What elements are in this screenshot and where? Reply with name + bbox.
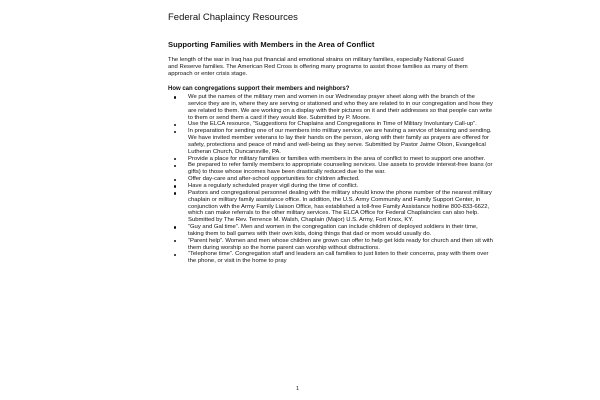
list-item: In preparation for sending one of our members into military service, we are having a service of blessing and sending. We have invited member veterans to lay their hands on the person, along with their family as prayers are offered for safety, protections and peace of mind and well-being as they serve. Submitted by Pastor Jaime Olson, Evangelical Lutheran Church, Duncansville, PA. — [188, 128, 494, 155]
page-number: 1 — [296, 386, 300, 392]
document-title: Supporting Families with Members in the Area of Conflict — [168, 40, 375, 49]
list-item: “Parent help”. Women and men whose children are grown can offer to help get kids ready for church and then sit with them during worship so the home parent can worship without distractions. — [188, 237, 493, 251]
intro-paragraph: The length of the war in Iraq has put financial and emotional strains on military families, especially National Guard and Reserve families. The American Red Cross is offering many programs to assist those families as many of them approach or enter crisis stage. — [168, 57, 468, 78]
section-heading: How can congregations support their members and neighbors? — [168, 86, 350, 92]
list-item: Offer day-care and after-school opportunities for children affected. — [188, 176, 494, 183]
suggestion-list — [168, 94, 494, 265]
page-header: Federal Chaplaincy Resources — [168, 12, 298, 23]
list-item: Provide a place for military families or families with members in the area of conflict to meet to support one another. — [188, 156, 494, 163]
list-item: Be prepared to refer family members to appropriate counseling services. Use assets to provide interest-free loans (or gifts) to those whose incomes have been drastically reduced due to the war. — [188, 162, 493, 176]
list-item: We put the names of the military men and women in our Wednesday prayer sheet along with the branch of the service they are in, where they are serving or stationed and who they are related to in our congregation and how they are related to them. We are working on a display with their pictures on it and their addresses so that people can write to them or send them a card if they would like. Submitted by P. Moore. — [188, 94, 493, 121]
list-item: “Guy and Gal time”. Men and women in the congregation can include children of deployed soldiers in their time, taking them to ball games with their own kids, doing things that dad or mom would usually do. — [188, 224, 494, 238]
list-item: Use the ELCA resource, “Suggestions for Chaplains and Congregations in Time of Military Involuntary Call-up”. — [188, 121, 494, 128]
list-item: Have a regularly scheduled prayer vigil during the time of conflict. — [188, 183, 494, 190]
list-item: “Telephone time”. Congregation staff and leaders an call families to just listen to their concerns, pray with them over the phone, or visit in the home to pray — [188, 251, 494, 265]
list-item: Pastors and congregational personnel dealing with the military should know the phone number of the nearest military chaplain or military family assistance office. In addition, the U.S. Army Community and Family Support Center, in conjunction with the Army Family Liaison Office, has established a toll-free Family Assistance hotline 800-833-6622, which can make referrals to the other military services. The ELCA Office for Federal Chaplaincies can also help. Submitted by The Rev. Terrence M. Walsh, Chaplain (Major) U.S. Army, Fort Knox, KY. — [188, 190, 494, 224]
